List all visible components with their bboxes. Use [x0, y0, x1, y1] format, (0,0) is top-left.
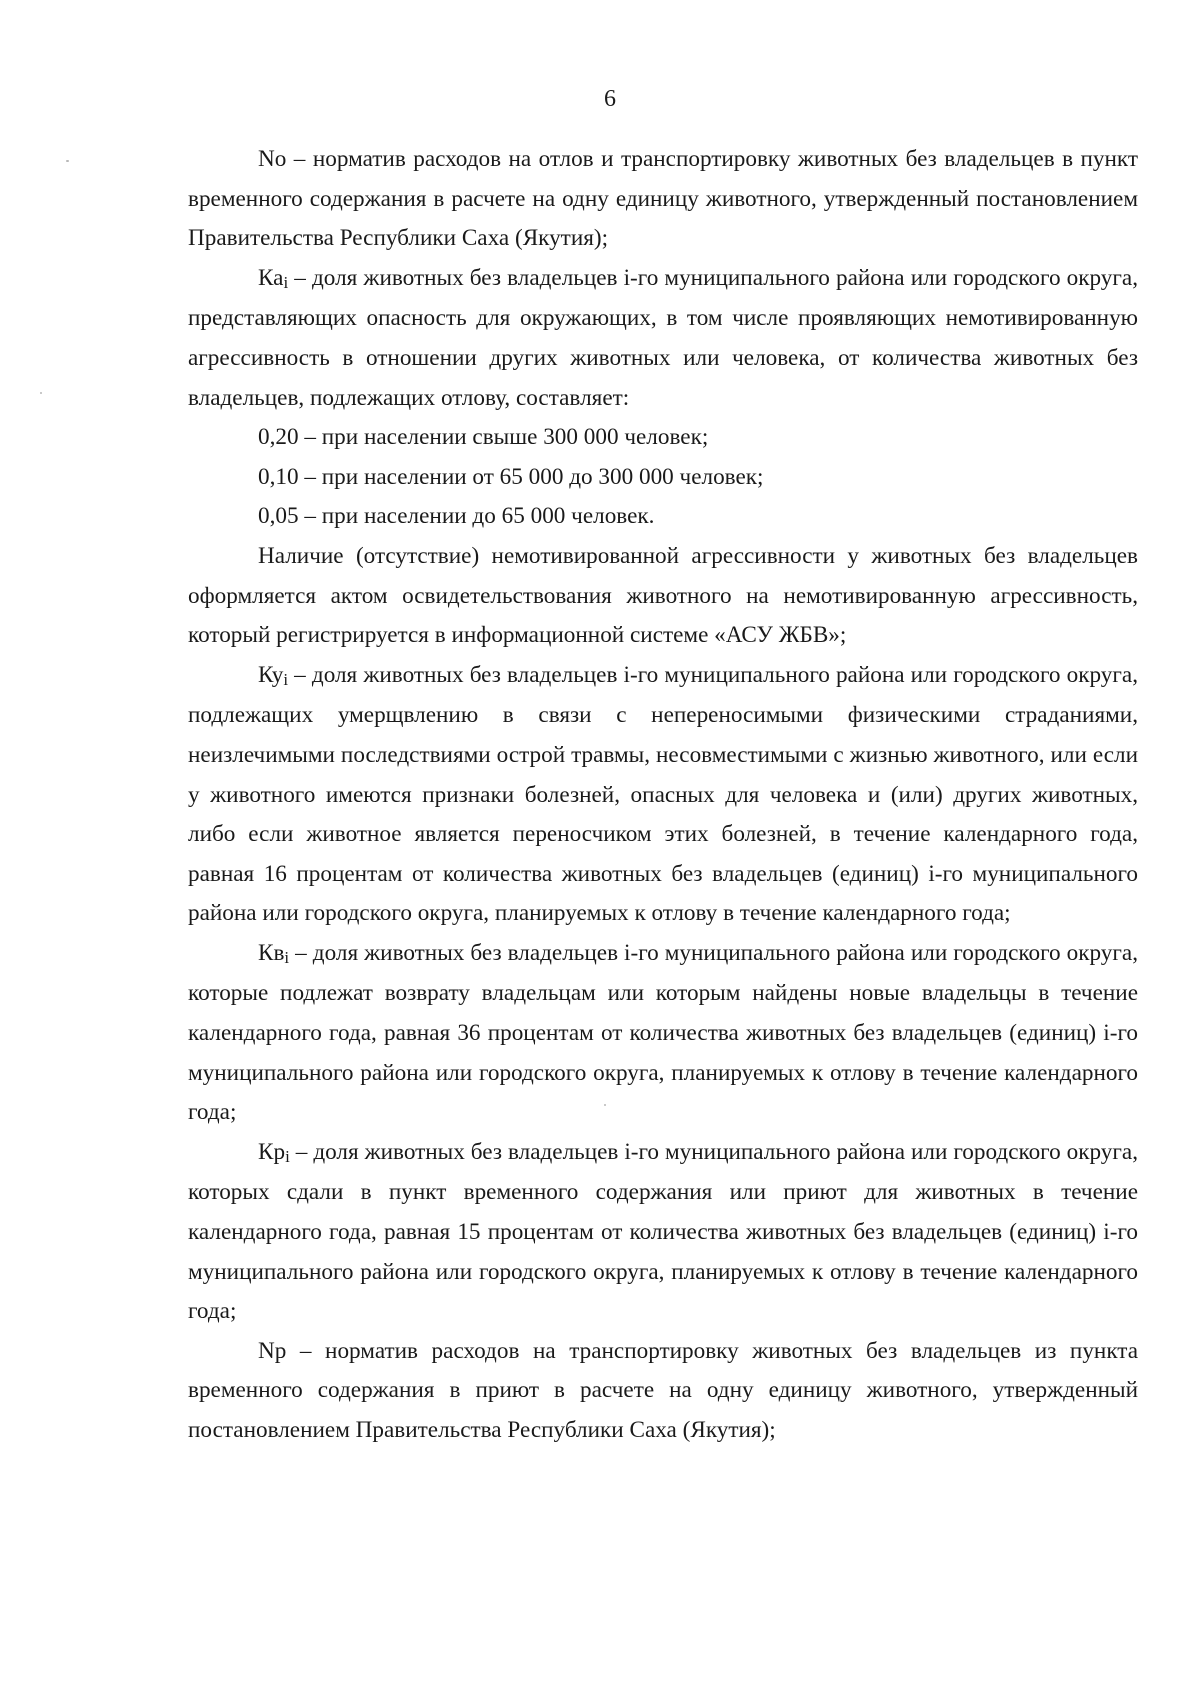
rate-line: 0,05 – при населении до 65 000 человек. [258, 503, 655, 530]
symbol-ka: Ка [258, 264, 284, 291]
paragraph-kr-share [188, 1133, 1138, 1332]
paragraph-ka-share [188, 259, 1138, 418]
paragraph-no-norm-text: – норматив расходов на отлов и транспортировку животных без владельцев в пункт временного содержания в расчете на одну единицу животного, утвержденный постановлением Правительства Республики Саха (Якутия); [188, 146, 1138, 252]
paragraph-np-norm [188, 1332, 1138, 1451]
paragraph-np-norm-text: – норматив расходов на транспортировку животных без владельцев из пункта временного содержания в приют в расчете на одну единицу животного, утвержденный постановлением Правительства Республики Саха (Якутия); [188, 1337, 1138, 1443]
paragraph-kr-share-text: – доля животных без владельцев i-го муниципального района или городского округа, которых сдали в пункт временного содержания или приют для животных в течение календарного года, равная 15 процентам от количества животных без владельцев (единиц) i-го муниципального района или городского округа, планируемых к отлову в течение календарного года; [188, 1138, 1138, 1325]
scan-speck [604, 1104, 606, 1106]
rate-line: 0,20 – при населении свыше 300 000 человек; [258, 424, 709, 451]
symbol-ku: Ку [258, 661, 284, 688]
symbol-kr: Кр [258, 1138, 286, 1165]
paragraph-ku-share [188, 656, 1138, 934]
document-body [188, 140, 1138, 1451]
symbol-ku-subscript: i [283, 669, 289, 689]
scan-speck [66, 160, 69, 162]
symbol-kv: Кв [258, 939, 285, 966]
symbol-kv-subscript: i [284, 947, 290, 967]
page-number: 6 [604, 86, 616, 112]
symbol-ka-subscript: i [283, 272, 289, 292]
symbol-no: No [258, 146, 287, 172]
paragraph-kv-share-text: – доля животных без владельцев i-го муниципального района или городского округа, которые подлежат возврату владельцам или которым найдены новые владельцы в течение календарного года, равная 36 процентам от количества животных без владельцев (единиц) i-го муниципального района или городского округа, планируемых к отлову в течение календарного года; [188, 939, 1138, 1126]
paragraph-aggression-act: Наличие (отсутствие) немотивированной агрессивности у животных без владельцев оформляется актом освидетельствования животного на немотивированную агрессивность, который регистрируется в информационной системе «АСУ ЖБВ»; [188, 542, 1138, 649]
scan-speck [40, 392, 42, 394]
paragraph-ku-share-text: – доля животных без владельцев i-го муниципального района или городского округа, подлежащих умерщвлению в связи с непереносимыми физическими страданиями, неизлечимыми последствиями острой травмы, несовместимыми с жизнью животного, или если у животного имеются признаки болезней, опасных для человека и (или) других животных, либо если животное является переносчиком этих болезней, в течение календарного года, равная 16 процентам от количества животных без владельцев (единиц) i-го муниципального района или городского округа, планируемых к отлову в течение календарного года; [188, 661, 1138, 927]
paragraph-kv-share [188, 934, 1138, 1133]
symbol-kr-subscript: i [285, 1146, 290, 1166]
paragraph-no-norm [188, 140, 1138, 259]
symbol-np: Np [258, 1337, 287, 1364]
paragraph-ka-share-text: – доля животных без владельцев i-го муниципального района или городского округа, представляющих опасность для окружающих, в том числе проявляющих немотивированную агрессивность в отношении других животных или человека, от количества животных без владельцев, подлежащих отлову, составляет: [188, 264, 1138, 411]
rate-line: 0,10 – при населении от 65 000 до 300 000 человек; [258, 463, 764, 490]
